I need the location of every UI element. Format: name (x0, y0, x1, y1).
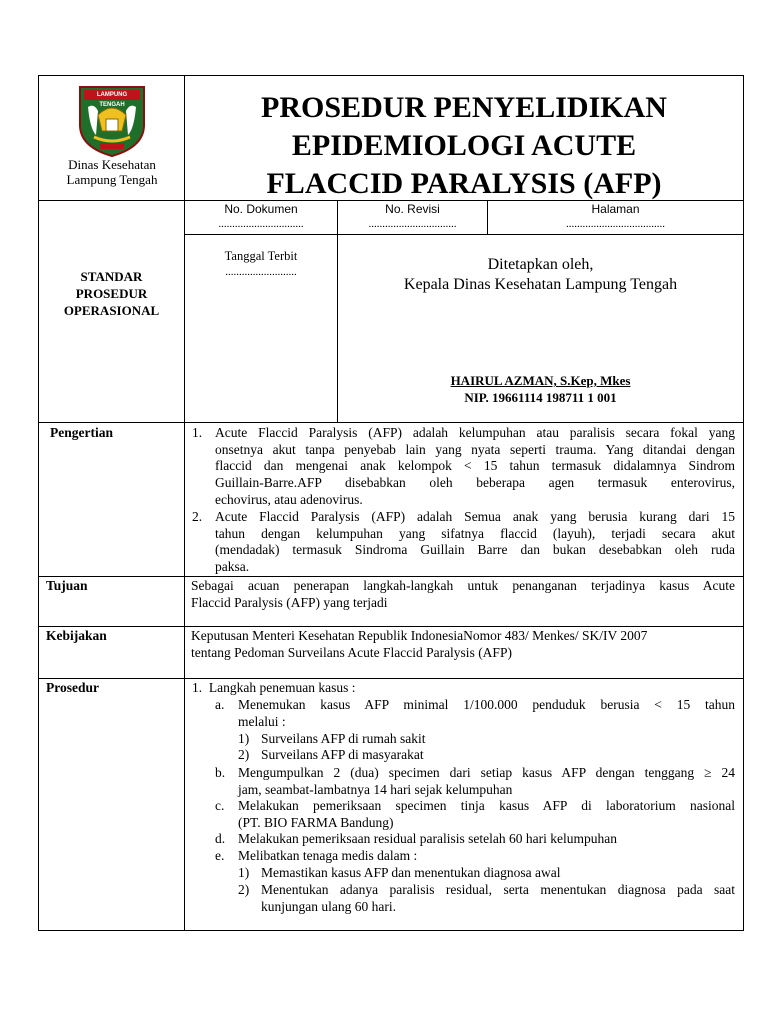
no-revisi-value: ................................ (368, 218, 457, 230)
divider (38, 626, 744, 627)
divider (38, 576, 744, 577)
divider (184, 422, 185, 931)
section-label-kebijakan: Kebijakan (46, 628, 107, 643)
title-line-1: PROSEDUR PENYELIDIKAN (261, 91, 667, 124)
list-letter: c. (215, 798, 225, 813)
title-line-2: EPIDEMIOLOGI ACUTE (291, 129, 637, 162)
pengertian-item-1 (215, 425, 735, 509)
prosedur-e-sub-2 (261, 882, 735, 915)
table-border-bottom (38, 930, 744, 931)
logo (76, 85, 148, 157)
text-line: onsetnya akut tanpa penyebab lain yang nyata seperti trauma. Yang ditandai dengan (215, 441, 735, 457)
prosedur-a-sub-1: Surveilans AFP di rumah sakit (261, 731, 426, 746)
no-dokumen-value: ............................... (218, 218, 304, 230)
list-letter: e. (215, 848, 225, 863)
text-line: Acute Flaccid Paralysis (AFP) adalah Semua anak yang berusia kurang dari 15 (215, 509, 735, 524)
divider (184, 234, 744, 235)
text-line: melalui : (238, 713, 286, 729)
sop-label (39, 268, 184, 319)
table-border-right (743, 75, 744, 931)
ditetapkan-line-1: Ditetapkan oleh, (487, 256, 594, 273)
divider (38, 678, 744, 679)
text-line: Sebagai acuan penerapan langkah-langkah untuk penanganan terjadinya kasus Acute (191, 578, 735, 593)
list-number: 1. (192, 425, 203, 440)
section-label-pengertian: Pengertian (50, 425, 113, 440)
tanggal-terbit-label: Tanggal Terbit (224, 249, 298, 263)
org-name-line-1: Dinas Kesehatan (68, 157, 156, 172)
kebijakan-text (191, 628, 735, 661)
text-line: Acute Flaccid Paralysis (AFP) adalah kelumpuhan atau paralisis secara fokal yang (215, 425, 735, 440)
ditetapkan-block (338, 255, 743, 295)
text-line: tentang Pedoman Surveilans Acute Flaccid Paralysis (AFP) (191, 644, 512, 660)
title-line-3: FLACCID PARALYSIS (AFP) (266, 167, 662, 200)
org-name (40, 157, 184, 187)
no-dokumen-label: No. Dokumen (224, 202, 298, 216)
halaman-label: Halaman (591, 202, 640, 216)
text-line: (PT. BIO FARMA Bandung) (238, 814, 394, 830)
sop-line-3: OPERASIONAL (63, 303, 160, 318)
list-letter: d. (215, 831, 226, 846)
text-line: Keputusan Menteri Kesehatan Republik IndonesiaNomor 483/ Menkes/ SK/IV 2007 (191, 628, 648, 643)
prosedur-item-d: Melakukan pemeriksaan residual paralisis setelah 60 hari kelumpuhan (238, 831, 618, 846)
text-line: Flaccid Paralysis (AFP) yang terjadi (191, 594, 388, 610)
prosedur-item-b (238, 765, 735, 798)
tanggal-terbit-value: .......................... (225, 266, 297, 278)
org-name-line-2: Lampung Tengah (66, 172, 158, 187)
text-line: Mengumpulkan 2 (dua) specimen dari setiap kasus AFP dengan tenggang ≥ 24 (238, 765, 735, 780)
tujuan-text (191, 578, 735, 611)
text-line: Melakukan pemeriksaan specimen tinja kasus AFP di laboratorium nasional (238, 798, 735, 813)
text-line: jam, seambat-lambatnya 14 hari sejak kelumpuhan (238, 781, 513, 797)
table-border-top (38, 75, 744, 76)
list-number: 2) (238, 882, 250, 897)
prosedur-item-c (238, 798, 735, 831)
document-title (185, 89, 743, 203)
signer-block (338, 372, 743, 406)
text-line: flaccid dan mengenai anak kelompok < 15 tahun termasuk didalamnya Sindrom (215, 458, 735, 474)
prosedur-item-a (238, 697, 735, 730)
halaman-value: .................................... (566, 218, 665, 230)
text-line: (mendadak) termasuk Sindroma Guillain Barre dan bukan desebabkan oleh ruda (215, 542, 735, 558)
section-label-prosedur: Prosedur (46, 680, 99, 695)
signer-name: HAIRUL AZMAN, S.Kep, Mkes (450, 373, 631, 388)
text-line: paksa. (215, 559, 250, 575)
no-revisi-label: No. Revisi (385, 202, 440, 216)
list-letter: b. (215, 765, 226, 780)
prosedur-a-sub-2: Surveilans AFP di masyarakat (261, 747, 424, 762)
text-line: Menentukan adanya paralisis residual, serta menentukan diagnosa pada saat (261, 882, 735, 897)
text-line: Guillain-Barre.AFP disebabkan oleh beberapa agen termasuk enterovirus, (215, 475, 735, 491)
list-number: 2. (192, 509, 203, 524)
list-number: 1) (238, 731, 250, 746)
table-border-left (38, 75, 39, 931)
text-line: echovirus, atau adenovirus. (215, 491, 363, 507)
list-number: 2) (238, 747, 250, 762)
prosedur-step-1: 1. Langkah penemuan kasus : (192, 680, 356, 695)
prosedur-e-sub-1: Memastikan kasus AFP dan menentukan diagnosa awal (261, 865, 561, 880)
text-line: Menemukan kasus AFP minimal 1/100.000 penduduk berusia < 15 tahun (238, 697, 735, 712)
signer-nip: NIP. 19661114 198711 1 001 (464, 390, 617, 405)
list-number: 1) (238, 865, 250, 880)
section-label-tujuan: Tujuan (46, 578, 88, 593)
prosedur-item-e: Melibatkan tenaga medis dalam : (238, 848, 418, 863)
text-line: kunjungan ulang 60 hari. (261, 898, 396, 914)
ditetapkan-line-2: Kepala Dinas Kesehatan Lampung Tengah (403, 276, 678, 293)
logo-text: LAMPUNG TENGAH (96, 92, 128, 108)
sop-line-2: PROSEDUR (75, 286, 148, 301)
divider (38, 422, 744, 423)
list-letter: a. (215, 697, 225, 712)
sop-line-1: STANDAR (80, 269, 143, 284)
text-line: tahun dengan kelumpuhan yang sifatnya flaccid (layuh), terjadi secara akut (215, 525, 735, 541)
pengertian-item-2 (215, 509, 735, 576)
